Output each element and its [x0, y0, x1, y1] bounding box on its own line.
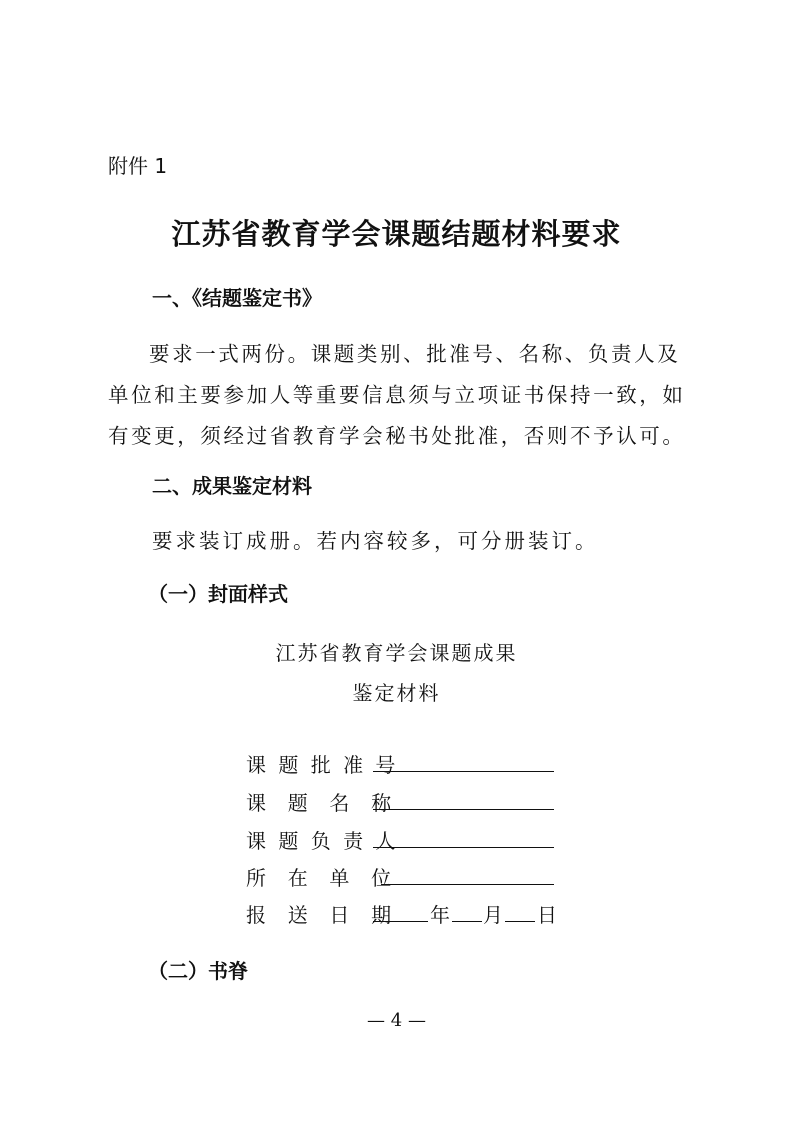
subsection-spine-heading: （二）书脊 [148, 959, 248, 983]
page-number: — 4 — [367, 1010, 426, 1031]
field-date-label: 报 送 日 期 [246, 903, 395, 927]
field-title-line [373, 809, 554, 810]
date-year-line [373, 921, 428, 922]
date-year-char: 年 [430, 903, 450, 927]
date-month-line [452, 921, 482, 922]
cover-title-line1: 江苏省教育学会课题成果 [275, 641, 518, 665]
cover-title-line2: 鉴定材料 [352, 681, 441, 705]
field-unit-line [381, 884, 554, 885]
date-day-char: 日 [537, 903, 557, 927]
field-approval-number-label: 课 题 批 准 号 [246, 753, 399, 777]
section-2-paragraph: 要求装订成册。若内容较多，可分册装订。 [152, 529, 599, 553]
attachment-label: 附件 1 [108, 154, 168, 178]
date-day-line [505, 921, 535, 922]
subsection-cover-heading: （一）封面样式 [148, 582, 288, 606]
document-title: 江苏省教育学会课题结题材料要求 [171, 217, 622, 251]
field-approval-number-line [373, 771, 554, 772]
field-leader-label: 课 题 负 责 人 [246, 829, 399, 853]
date-month-char: 月 [483, 903, 503, 927]
section-2-heading: 二、成果鉴定材料 [152, 474, 312, 498]
section-1-paragraph: 要求一式两份。课题类别、批准号、名称、负责人及单位和主要参加人等重要信息须与立项证书保持一致，如有变更，须经过省教育学会秘书处批准，否则不予认可。 [108, 342, 686, 448]
field-title-label: 课 题 名 称 [246, 791, 395, 815]
field-unit-label: 所 在 单 位 [246, 866, 395, 890]
field-leader-line [373, 847, 554, 848]
section-1-heading: 一、《结题鉴定书》 [152, 286, 322, 310]
